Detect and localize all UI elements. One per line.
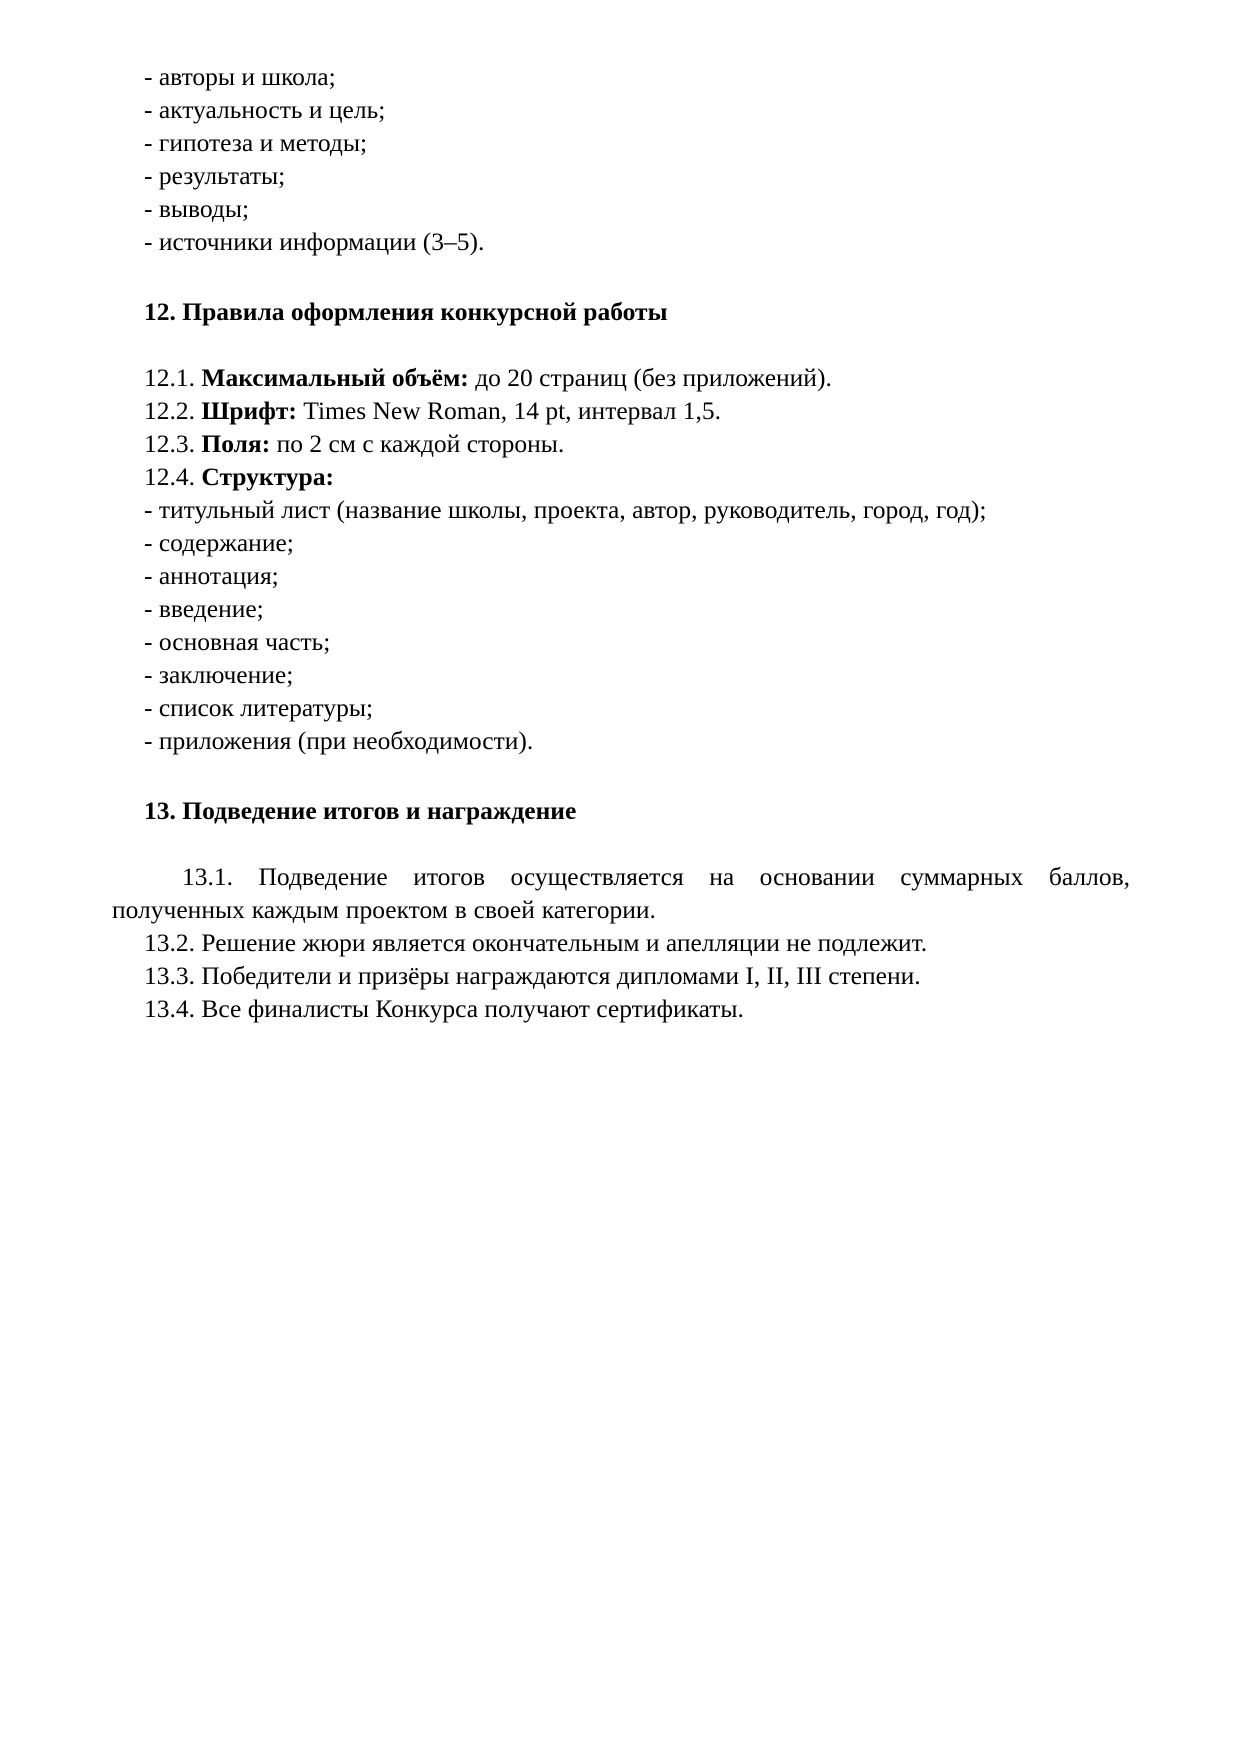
item-number: 12.1. bbox=[144, 363, 202, 392]
list-item: - актуальность и цель; bbox=[144, 95, 386, 124]
list-item: - заключение; bbox=[144, 660, 294, 689]
list-item: - список литературы; bbox=[144, 693, 374, 722]
numbered-item-12-4 bbox=[112, 460, 1130, 493]
item-text: по 2 см с каждой стороны. bbox=[270, 429, 565, 458]
paragraph-13-1: 13.1. Подведение итогов осуществляется на основании суммарных баллов, полученных каждым проектом в своей категории. bbox=[112, 862, 1130, 924]
numbered-item-12-1 bbox=[112, 361, 1130, 394]
item-number: 12.3. bbox=[144, 429, 202, 458]
structure-list bbox=[112, 493, 1130, 757]
list-item: - авторы и школа; bbox=[144, 62, 336, 91]
item-number: 12.4. bbox=[144, 462, 202, 491]
item-number: 12.2. bbox=[144, 396, 202, 425]
item-label: Структура: bbox=[201, 462, 334, 491]
item-label: Поля: bbox=[201, 429, 271, 458]
list-item: - гипотеза и методы; bbox=[144, 128, 368, 157]
item-text: Times New Roman, 14 pt, интервал 1,5. bbox=[296, 396, 722, 425]
item-text: до 20 страниц (без приложений). bbox=[468, 363, 832, 392]
list-item: - выводы; bbox=[144, 194, 250, 223]
numbered-item-13-4: 13.4. Все финалисты Конкурса получают сертификаты. bbox=[144, 994, 744, 1023]
list-item: - источники информации (3–5). bbox=[144, 227, 485, 256]
spacer bbox=[112, 328, 1130, 361]
numbered-item-12-3 bbox=[112, 427, 1130, 460]
item-label: Шрифт: bbox=[201, 396, 297, 425]
criteria-list bbox=[112, 60, 1130, 258]
list-item: - содержание; bbox=[144, 528, 294, 557]
list-item: - приложения (при необходимости). bbox=[144, 726, 534, 755]
spacer bbox=[112, 258, 1130, 295]
spacer bbox=[112, 827, 1130, 860]
numbered-item-12-2 bbox=[112, 394, 1130, 427]
section-12-heading: 12. Правила оформления конкурсной работы bbox=[144, 297, 668, 326]
section-12-items bbox=[112, 361, 1130, 493]
page-content bbox=[112, 60, 1130, 1025]
section-13-heading: 13. Подведение итогов и награждение bbox=[144, 796, 577, 825]
numbered-item-13-2: 13.2. Решение жюри является окончательным и апелляции не подлежит. bbox=[144, 928, 928, 957]
section-13-items bbox=[112, 926, 1130, 1025]
item-label: Максимальный объём: bbox=[201, 363, 469, 392]
numbered-item-13-3: 13.3. Победители и призёры награждаются дипломами I, II, III степени. bbox=[144, 961, 921, 990]
list-item: - аннотация; bbox=[144, 561, 279, 590]
spacer bbox=[112, 757, 1130, 794]
list-item: - титульный лист (название школы, проекта, автор, руководитель, город, год); bbox=[144, 495, 987, 524]
list-item: - введение; bbox=[144, 594, 264, 623]
list-item: - результаты; bbox=[144, 161, 286, 190]
list-item: - основная часть; bbox=[144, 627, 331, 656]
